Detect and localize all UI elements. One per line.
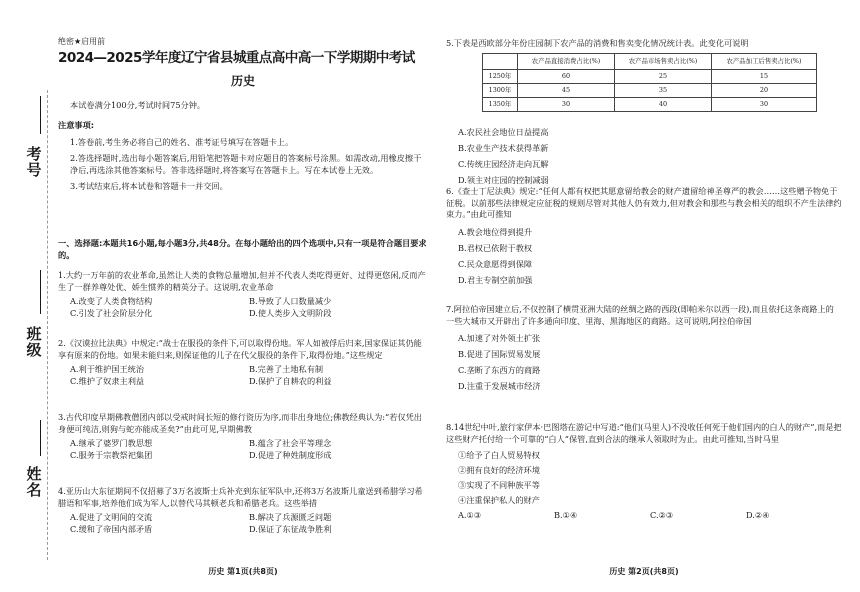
intro-text: 本试卷满分100分,考试时间75分钟。 (70, 100, 206, 110)
table-header: 农产品市场售卖占比(%) (615, 53, 712, 69)
binding-strip (0, 0, 56, 592)
question-stem: 4.亚历山大东征期间不仅招募了3万名波斯士兵补充到东征军队中,还将3万名波斯儿童送到希腊学习希腊语和军事,培养他们成为军人,以替代马其顿老兵和希腊老兵。这些举措 (58, 486, 423, 508)
option-a: A.①③ (458, 510, 482, 520)
page-footer-left: 历史 第1页(共8页) (208, 567, 278, 576)
class-label: 班级 (26, 325, 42, 359)
option-d: D.注重于发展城市经济 (458, 381, 541, 391)
question-7 (446, 304, 842, 394)
option-c: C.民众意愿得到保障 (458, 258, 533, 269)
section-heading: 一、选择题:本题共16小题,每小题3分,共48分。在每小题给出的四个选项中,只有一项是符合题目要求的。 (58, 238, 427, 260)
option-a: A.促进了文明间的交流 (70, 512, 153, 522)
statement-item: ③实现了不同种族平等 (458, 480, 540, 490)
statement-item: ①给予了白人贸易特权 (458, 450, 540, 460)
option-b: B.导致了人口数量减少 (249, 296, 332, 306)
table-header-row (483, 53, 817, 69)
option-b: B.促进了国际贸易发展 (458, 349, 541, 359)
table-header (483, 53, 518, 69)
table-cell: 30 (518, 97, 615, 111)
question-stem: 2.《汉谟拉比法典》中规定:“战士在服役的条件下,可以取得份地。军人如被俘后归来,国家保证其仍能享有原来的份地。如果未能归来,则保证他的儿子在代父服役的条件下,取得份地。”这些规定 (58, 338, 422, 360)
exam-no-label: 考号 (26, 145, 42, 179)
option-a: A.农民社会地位日益提高 (458, 126, 549, 137)
table-header: 农产品加工后售卖占比(%) (712, 53, 817, 69)
statement-item: ④注重保护私人的财产 (458, 495, 540, 505)
option-a: A.继承了婆罗门教思想 (70, 438, 153, 448)
question-stem: 6.《查士丁尼法典》规定:“任何人都有权把其愿意留给教会的财产遗留给神圣尊严的教会……这些赠予物免于征税。以前那些法律规定应征税的规则尽管对其他人仍有效力,但对教会和那些与教会相关的组织不产生法律约束力。”由此可推知 (446, 186, 842, 219)
question-stem: 5.下表是西欧部分年份庄园制下农产品的消费和售卖变化情况统计表。此变化可说明 (446, 38, 749, 48)
option-c: C.缓和了帝国内部矛盾 (70, 523, 153, 534)
option-c: C.②③ (650, 510, 674, 520)
table-header: 农产品直接消费占比(%) (518, 53, 615, 69)
question-4 (58, 486, 428, 535)
statistics-table (482, 53, 817, 112)
option-d: D.②④ (746, 510, 770, 520)
note-item: 2.答选择题时,选出每小题答案后,用铅笔把答题卡对应题目的答案标号涂黑。如需改动,用橡皮擦干净后,再选涂其他答案标号。答非选择题时,将答案写在答题卡上。写在本试卷上无效。 (70, 153, 422, 175)
table-cell: 1300年 (483, 83, 518, 97)
option-d: D.保证了东征战争胜利 (249, 523, 332, 534)
name-label: 姓名 (26, 465, 42, 499)
option-d: D.领主对庄园的控制减弱 (458, 174, 549, 185)
question-6 (446, 186, 842, 288)
table-cell: 35 (615, 83, 712, 97)
table-row (483, 69, 817, 83)
table-cell: 15 (712, 69, 817, 83)
question-1 (58, 270, 428, 319)
question-stem: 7.阿拉伯帝国建立后,不仅控制了横贯亚洲大陆的丝绸之路的西段(即帕米尔以西一段),而且依托这条商路上的一些大城市又开辟出了许多通向印度、里海、黑海地区的商路。这可说明,阿拉伯帝国 (446, 304, 834, 326)
notes-title: 注意事项: (58, 120, 95, 130)
question-stem: 1.大约一万年前的农业革命,虽然让人类的食物总量增加,但并不代表人类吃得更好、过得更悠闲,反而产生了一群养尊处优、娇生惯养的精英分子。这说明,农业革命 (58, 270, 426, 292)
note-item: 3.考试结束后,将本试卷和答题卡一并交回。 (70, 181, 228, 191)
option-a: A.利于维护国王统治 (70, 364, 145, 374)
question-stem: 3.古代印度早期佛教僧团内部以受戒时间长短的修行资历为序,而非出身地位;佛教经典认为:“若仅凭出身便可纯洁,则狗与蛇亦能成圣矣?”由此可见,早期佛教 (58, 412, 422, 434)
option-c: C.维护了奴隶主利益 (70, 375, 145, 386)
table-cell: 30 (712, 97, 817, 111)
option-a: A.改变了人类食物结构 (70, 296, 153, 306)
option-b: B.完善了土地私有制 (249, 364, 324, 374)
option-b: B.君权已依附于教权 (458, 242, 533, 253)
question-stem: 8.14世纪中叶,旅行家伊本·巴图塔在游记中写道:“他们(马里人)不没收任何死于他们国内的白人的财产”,而是把这些财产托付给一个可靠的“白人”保管,直到合法的继承人领取时为止。由此可推知,当时马里 (446, 422, 842, 444)
option-c: C.传统庄园经济走向瓦解 (458, 158, 549, 169)
binding-cut-line (47, 90, 48, 560)
option-b: B.蕴含了社会平等理念 (249, 438, 332, 448)
option-c: C.引发了社会阶层分化 (70, 307, 153, 318)
question-3 (58, 412, 428, 461)
exam-no-fill-line (40, 96, 41, 134)
option-c: C.垄断了东西方的商路 (458, 365, 541, 375)
option-d: D.促进了种姓制度形成 (249, 449, 332, 460)
subject-title: 历史 (230, 74, 255, 88)
exam-title: 2024—2025学年度辽宁省县城重点高中高一下学期期中考试 (58, 50, 415, 66)
question-8 (446, 422, 842, 522)
option-d: D.君主专制空前加强 (458, 274, 533, 285)
table-row (483, 83, 817, 97)
table-cell: 60 (518, 69, 615, 83)
name-fill-line (40, 420, 41, 456)
notes (58, 120, 428, 193)
question-2 (58, 338, 428, 387)
option-d: D.保护了自耕农的利益 (249, 375, 332, 386)
option-b: B.解决了兵源匮乏问题 (249, 512, 332, 522)
option-a: A.教会地位得到提升 (458, 226, 533, 237)
table-cell: 1350年 (483, 97, 518, 111)
table-cell: 1250年 (483, 69, 518, 83)
class-fill-line (40, 270, 41, 314)
table-cell: 20 (712, 83, 817, 97)
option-d: D.使人类步入文明阶段 (249, 307, 332, 318)
option-b: B.农业生产技术获得革新 (458, 142, 549, 153)
table-cell: 25 (615, 69, 712, 83)
note-item: 1.答卷前,考生务必将自己的姓名、准考证号填写在答题卡上。 (70, 136, 294, 147)
table-cell: 40 (615, 97, 712, 111)
question-5 (446, 38, 842, 188)
page-footer-right: 历史 第2页(共8页) (609, 567, 679, 576)
option-b: B.①④ (554, 510, 578, 520)
confidential-mark: 绝密★启用前 (58, 37, 106, 46)
table-cell: 45 (518, 83, 615, 97)
option-c: C.服务于宗教祭祀集团 (70, 449, 153, 460)
statement-item: ②拥有良好的经济环境 (458, 465, 540, 475)
option-a: A.加速了对外领土扩张 (458, 333, 541, 343)
table-row (483, 97, 817, 111)
